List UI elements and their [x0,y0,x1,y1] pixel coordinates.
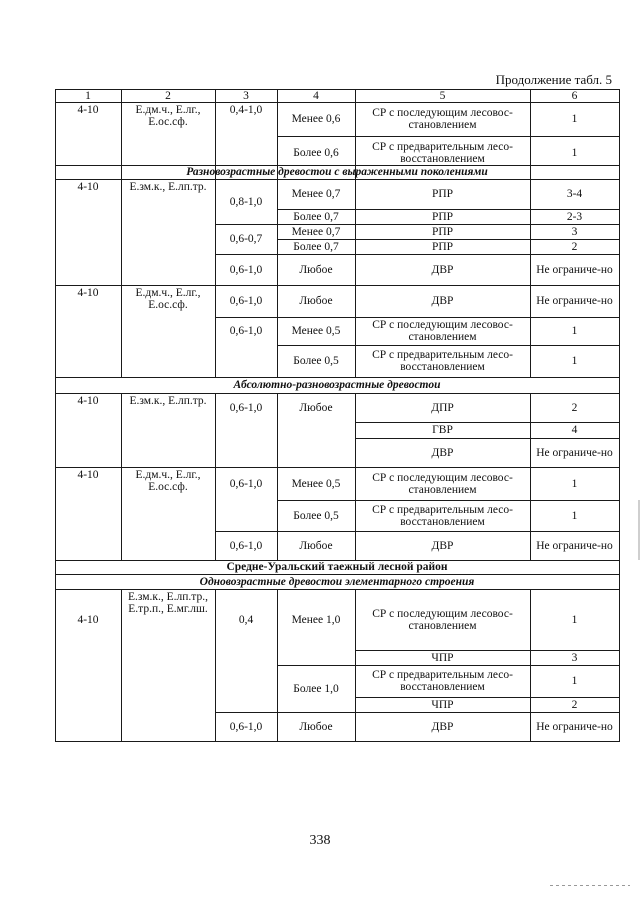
table-rule-vertical [619,560,620,590]
cell-undergrowth: Любое [299,720,333,733]
cell-density: 0,4 [238,613,254,626]
table-rule-vertical [619,393,620,468]
table-rule-vertical [619,285,620,378]
cell-cutting-type: РПР [431,188,454,200]
cell-class-age: 4-10 [77,613,99,626]
page-number: 338 [309,833,331,848]
scan-dashed-mark [550,885,630,886]
cell-density: 0,6-1,0 [229,295,263,307]
column-header-5: 5 [439,89,446,102]
cell-steps: 2 [571,401,578,414]
cell-undergrowth: Менее 0,7 [291,188,341,200]
table-rule-vertical [619,467,620,561]
table-continuation-caption: Продолжение табл. 5 [495,72,612,87]
cell-undergrowth: Менее 0,7 [291,225,341,238]
cell-cutting-type: СР с предварительным лесо-восстановлением [372,140,513,165]
cell-density: 0,6-1,0 [229,401,263,414]
cell-undergrowth: Менее 1,0 [291,613,341,626]
cell-steps: 1 [571,675,578,687]
column-header-6: 6 [571,89,578,102]
cell-class-age: 4-10 [77,181,99,193]
cell-steps: 1 [571,613,578,626]
section-heading: Разновозрастные древостои с выраженными поколениями [186,166,488,178]
cell-cutting-type: ЧПР [431,651,454,664]
cell-steps: 3 [571,651,578,664]
cell-forest-type: Е.зм.к., Е.лп.тр., Е.тр.п., Е.мг.лш. [128,591,208,615]
cell-cutting-type: ДВР [431,295,454,307]
cell-undergrowth: Более 0,6 [293,146,339,159]
cell-steps: Не ограниче-но [536,720,613,733]
cell-steps: 3 [571,225,578,238]
cell-class-age: 4-10 [77,469,99,481]
column-header-4: 4 [313,89,319,102]
cell-steps: 1 [571,355,578,367]
cell-cutting-type: ЧПР [431,698,454,711]
cell-density: 0,6-1,0 [229,263,263,276]
column-header-1: 1 [85,89,91,102]
cell-undergrowth: Менее 0,5 [291,477,341,490]
cell-steps: 2 [571,698,578,711]
table-rule-vertical [55,165,56,180]
cell-forest-type: Е.дм.ч., Е.лг., Е.ос.сф. [135,287,201,311]
cell-undergrowth: Более 1,0 [293,682,339,695]
cell-steps: 1 [571,113,578,125]
cell-cutting-type: РПР [431,210,454,223]
cell-steps: Не ограниче-но [536,263,613,276]
cell-cutting-type: ДВР [431,539,454,552]
cell-density: 0,6-0,7 [229,233,263,245]
cell-cutting-type: ДВР [431,263,454,276]
cell-cutting-type: СР с предварительным лесо-восстановлением [372,669,513,693]
cell-cutting-type: ДПР [431,401,454,414]
cell-cutting-type: ДВР [431,720,454,733]
cell-steps: 1 [571,325,578,337]
cell-density: 0,8-1,0 [229,195,263,208]
table-rule-vertical [619,165,620,180]
cell-cutting-type: ГВР [432,424,453,436]
cell-density: 0,6-1,0 [229,720,263,733]
table-rule-vertical [619,179,620,286]
table-rule-horizontal [55,741,620,742]
cell-undergrowth: Любое [299,263,333,276]
cell-undergrowth: Менее 0,6 [291,113,341,125]
cell-undergrowth: Менее 0,5 [291,325,341,337]
cell-class-age: 4-10 [77,395,99,407]
cell-steps: 1 [571,146,578,159]
section-heading: Абсолютно-разновозрастные древостои [233,379,441,391]
cell-forest-type: Е.зм.к., Е.лп.тр. [129,395,207,407]
cell-undergrowth: Более 0,5 [293,355,339,367]
cell-cutting-type: СР с предварительным лесо-восстановлением [372,503,513,528]
cell-steps: 3-4 [566,188,583,200]
cell-cutting-type: СР с последующим лесовос-становлением [372,607,513,632]
cell-steps: 1 [571,509,578,522]
cell-cutting-type: СР с последующим лесовос-становлением [372,319,513,343]
cell-steps: 1 [571,477,578,490]
cell-undergrowth: Более 0,5 [293,509,339,522]
cell-cutting-type: ДВР [431,446,454,459]
cell-forest-type: Е.зм.к., Е.лп.тр. [129,181,207,193]
cell-forest-type: Е.дм.ч., Е.лг., Е.ос.сф. [135,469,201,493]
cell-class-age: 4-10 [77,104,99,116]
cell-undergrowth: Любое [299,401,333,414]
cell-density: 0,6-1,0 [229,325,263,337]
cell-undergrowth: Любое [299,295,333,307]
region-heading: Средне-Уральский таежный лесной район [226,561,448,573]
cell-cutting-type: СР с последующим лесовос-становлением [372,107,513,131]
cell-cutting-type: СР с предварительным лесо-восстановлением [372,349,513,373]
cell-density: 0,4-1,0 [229,104,263,116]
cell-steps: Не ограниче-но [536,295,613,307]
cell-cutting-type: СР с последующим лесовос-становлением [372,471,513,496]
cell-steps: 2 [571,240,578,253]
cell-density: 0,6-1,0 [229,539,263,552]
cell-density: 0,6-1,0 [229,477,263,490]
cell-undergrowth: Более 0,7 [293,210,339,223]
cell-undergrowth: Любое [299,539,333,552]
cell-steps: 4 [571,424,578,436]
cell-steps: 2-3 [566,210,583,223]
cell-steps: Не ограниче-но [536,446,613,459]
cell-forest-type: Е.дм.ч., Е.лг., Е.ос.сф. [135,104,201,128]
cell-cutting-type: РПР [431,225,454,238]
cell-steps: Не ограниче-но [536,539,613,552]
column-header-3: 3 [243,89,249,102]
cell-undergrowth: Более 0,7 [293,240,339,253]
cell-cutting-type: РПР [431,240,454,253]
column-header-2: 2 [165,89,171,102]
section-heading: Одновозрастные древостои элементарного строения [199,575,475,588]
cell-class-age: 4-10 [77,287,99,299]
table-rule-vertical [619,377,620,394]
